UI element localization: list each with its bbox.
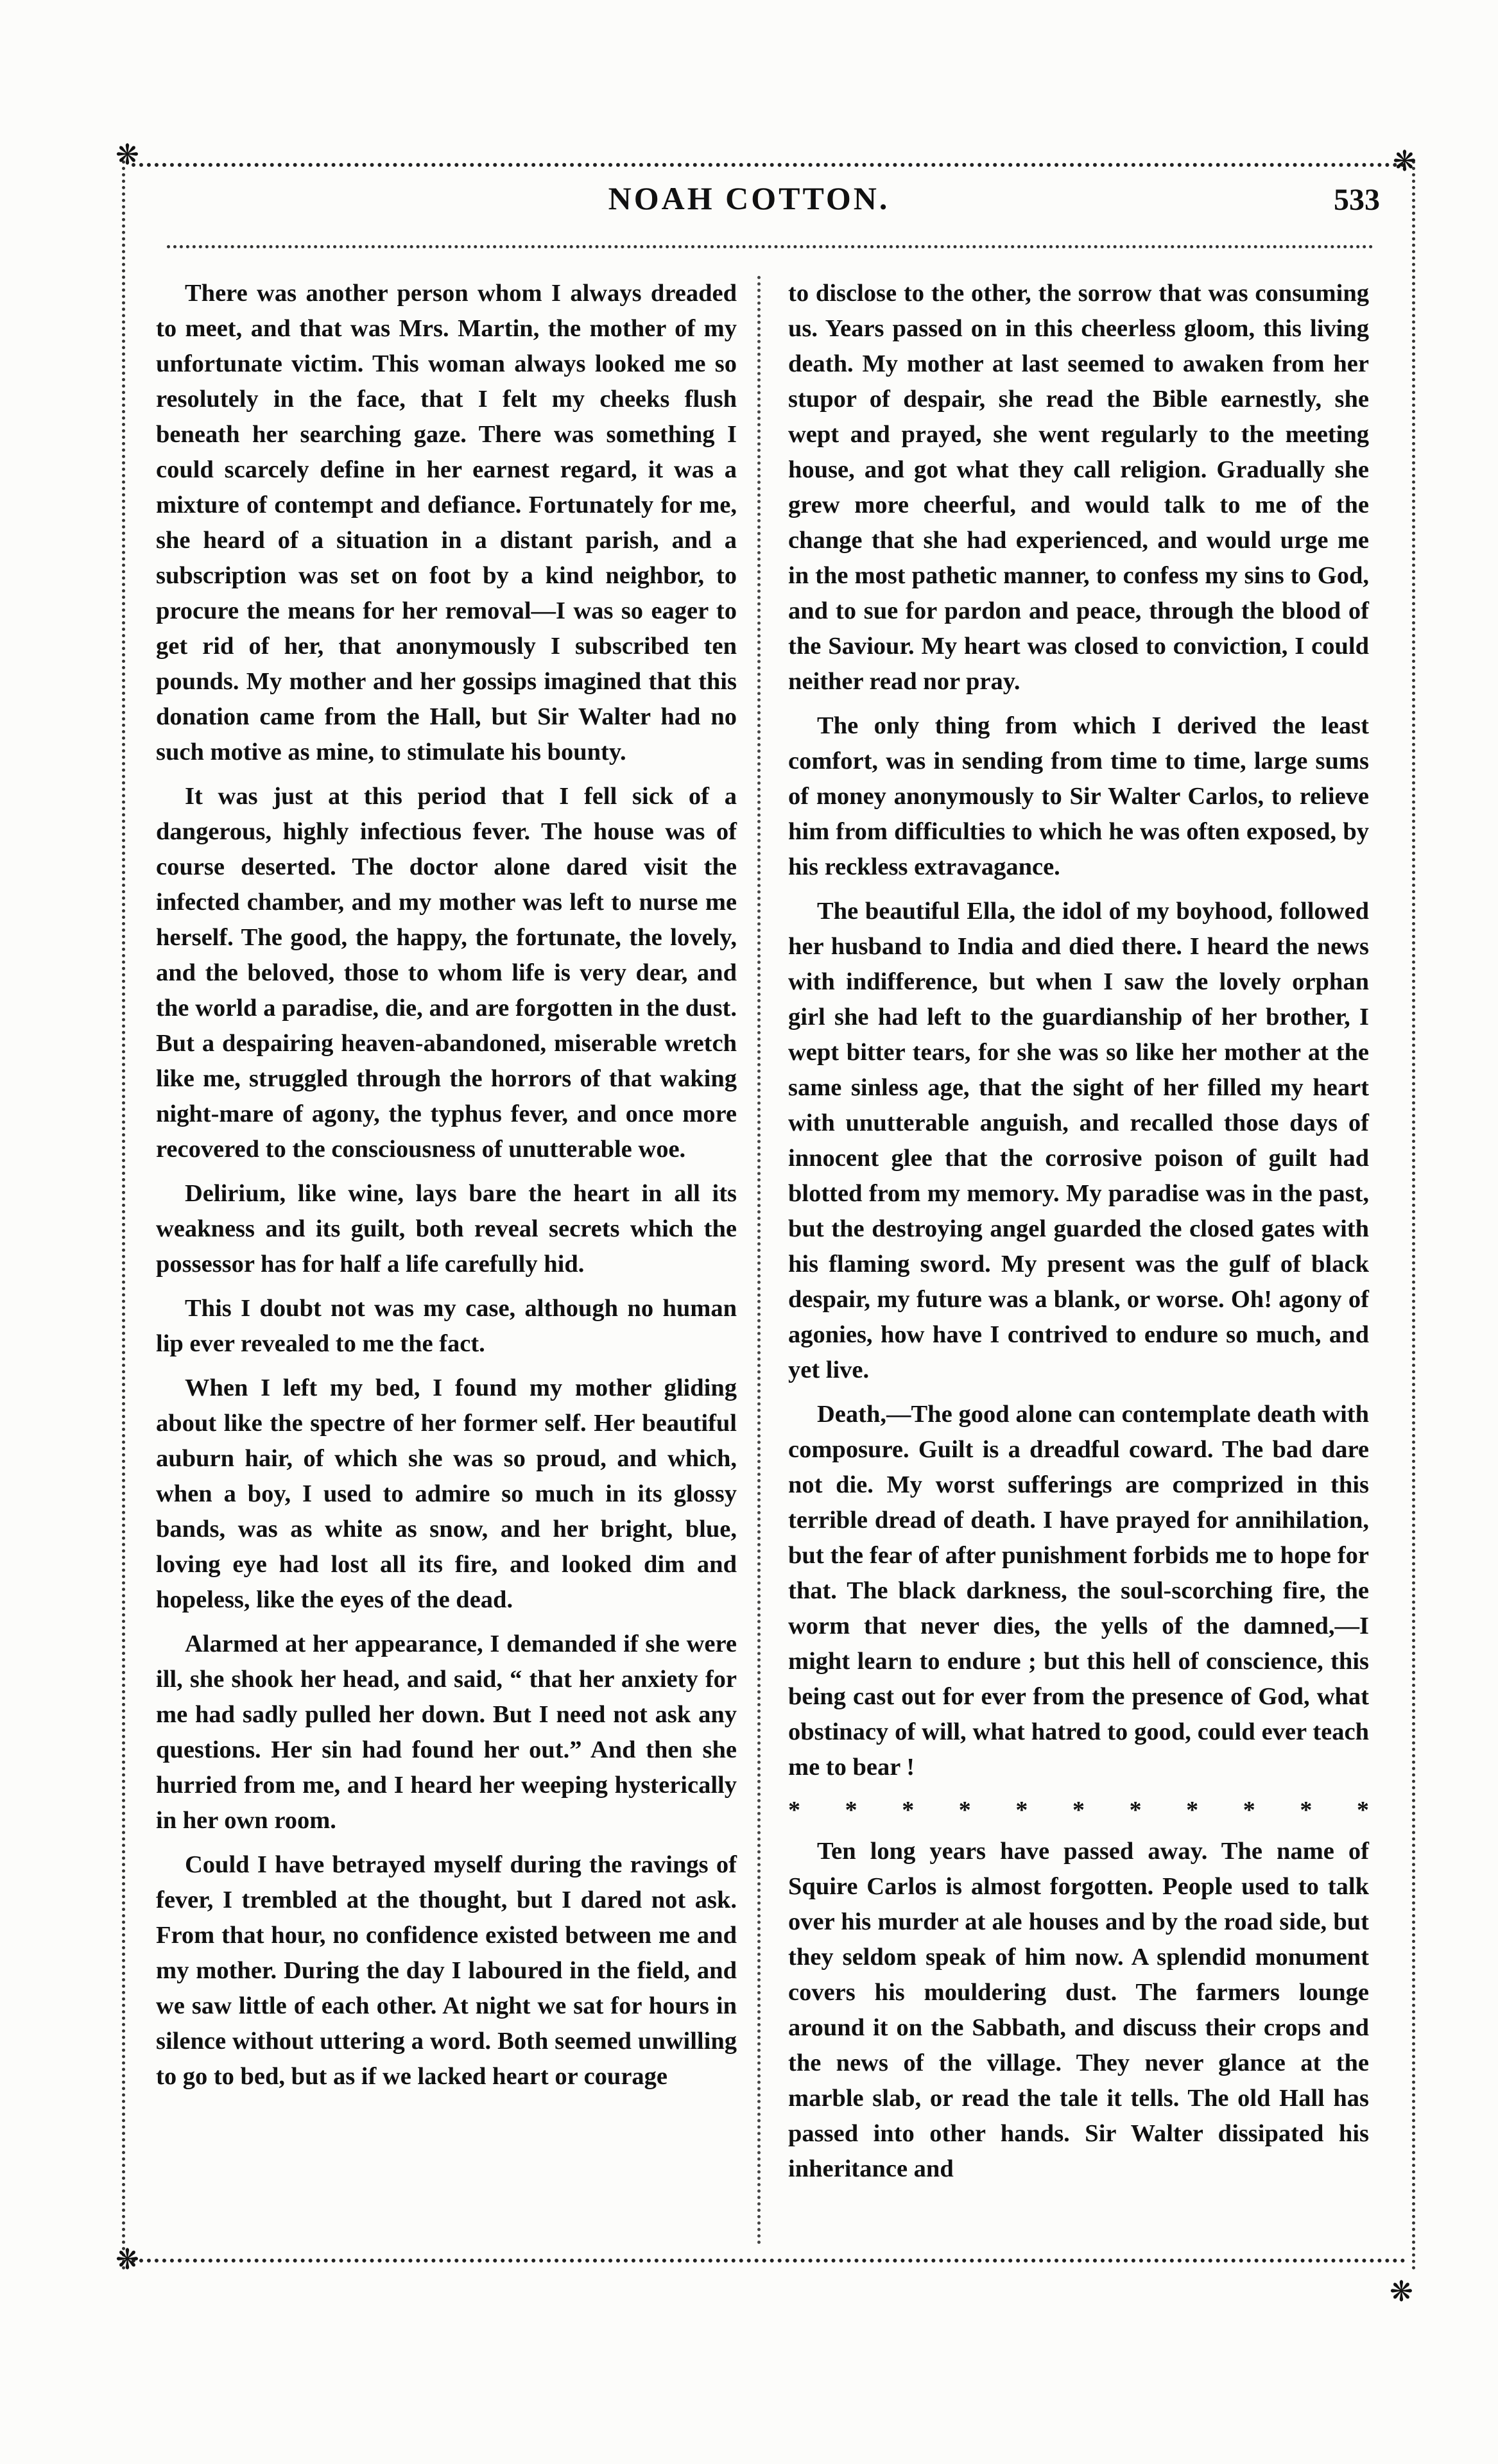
paragraph: When I left my bed, I found my mother gliding about like the spectre of her former self. Her beautiful auburn hair, of which she was so proud, and which, when a boy, I used to admire so much in its glossy bands, was as white as snow, and her bright, blue, loving eye had lost all its fire, and looked dim and hopeless, like the eyes of the dead.: [156, 1374, 737, 1613]
asterisk: *: [1356, 1797, 1369, 1824]
asterisk: *: [845, 1797, 857, 1824]
header-rule: [167, 245, 1373, 248]
corner-ornament-icon: ❋: [116, 2244, 139, 2275]
corner-ornament-icon: ❋: [116, 139, 139, 171]
asterisk: *: [958, 1797, 971, 1824]
paragraph: Alarmed at her appearance, I demanded if she were ill, she shook her head, and said, “ that her anxiety for me had sadly pulled her down. But I need not ask any questions. Her sin had found her out.” And then she hurried from me, and I heard her weeping hysterically in her own room.: [156, 1630, 737, 1834]
paragraph: There was another person whom I always dreaded to meet, and that was Mrs. Martin, the mother of my unfortunate victim. This woman always looked me so resolutely in the face, that I felt my cheeks flush beneath her searching gaze. There was something I could scarcely define in her earnest regard, it was a mixture of contempt and defiance. Fortunately for me, she heard of a situation in a distant parish, and a subscription was set on foot by a kind neighbor, to procure the means for her removal—I was so eager to get rid of her, that anonymously I subscribed ten pounds. My mother and her gossips imagined that this donation came from the Hall, but Sir Walter had no such motive as mine, to stimulate his bounty.: [156, 280, 737, 766]
left-column: [156, 276, 737, 2103]
paragraph: It was just at this period that I fell sick of a dangerous, highly infectious fever. The house was of course deserted. The doctor alone dared visit the infected chamber, and my mother was left to nurse me herself. The good, the happy, the fortunate, the lovely, and the beloved, those to whom life is very dear, and the world a paradise, die, and are forgotten in the dust. But a despairing heaven-abandoned, miserable wretch like me, struggled through the horrors of that waking night-mare of agony, the typhus fever, and once more recovered to the consciousness of unutterable woe.: [156, 783, 737, 1163]
paragraph: The beautiful Ella, the idol of my boyhood, followed her husband to India and died there. I heard the news with indifference, but when I saw the lovely orphan girl she had left to the guardianship of her brother, I wept bitter tears, for she was so like her mother at the same sinless age, that the sight of her filled my heart with unutterable anguish, and recalled those days of innocent glee that the corrosive poison of guilt had blotted from my memory. My paradise was in the past, but the destroying angel guarded the closed gates with his flaming sword. My present was the gulf of black despair, my future was a blank, or worse. Oh! agony of agonies, how have I contrived to endure so much, and yet live.: [788, 898, 1369, 1383]
asterisk: *: [902, 1797, 915, 1824]
section-break: [788, 1794, 1369, 1826]
corner-ornament-icon: ❋: [1393, 146, 1416, 177]
right-column: [788, 276, 1369, 2196]
paragraph: Could I have betrayed myself during the ravings of fever, I trembled at the thought, but I dared not ask. From that hour, no confidence existed between me and my mother. During the day I laboured in the field, and we saw little of each other. At night we sat for hours in silence without uttering a word. Both seemed unwilling to go to bed, but as if we lacked heart or courage: [156, 1851, 737, 2090]
asterisk: *: [788, 1797, 800, 1824]
paragraph: to disclose to the other, the sorrow that was consuming us. Years passed on in this cheerless gloom, this living death. My mother at last seemed to awaken from her stupor of despair, she read the Bible earnestly, she wept and prayed, she went regularly to the meeting house, and got what they call religion. Gradually she grew more cheerful, and would talk to me of the change that she had experienced, and would urge me in the most pathetic manner, to confess my sins to God, and to sue for pardon and peace, through the blood of the Saviour. My heart was closed to conviction, I could neither read nor pray.: [788, 280, 1369, 695]
ornamental-border-right: [1412, 160, 1421, 2272]
asterisk: *: [1072, 1797, 1085, 1824]
asterisk: *: [1243, 1797, 1255, 1824]
asterisk: *: [1300, 1797, 1313, 1824]
asterisk: *: [1129, 1797, 1142, 1824]
column-divider: [757, 276, 761, 2246]
paragraph: The only thing from which I derived the least comfort, was in sending from time to time, large sums of money anonymously to Sir Walter Carlos, to relieve him from difficulties to which he was often exposed, by his reckless extravagance.: [788, 712, 1369, 880]
ornamental-border-bottom: [132, 2259, 1406, 2277]
paragraph: Ten long years have passed away. The name of Squire Carlos is almost forgotten. People used to talk over his murder at ale houses and by the road side, but they seldom speak of him now. A splendid monument covers his mouldering dust. The farmers lounge around it on the Sabbath, and discuss their crops and the news of the village. They never glance at the marble slab, or read the tale it tells. The old Hall has passed into other hands. Sir Walter dissipated his inheritance and: [788, 1838, 1369, 2182]
paragraph: Delirium, like wine, lays bare the heart in all its weakness and its guilt, both reveal secrets which the possessor has for half a life carefully hid.: [156, 1180, 737, 1278]
asterisk: *: [1186, 1797, 1199, 1824]
paragraph: This I doubt not was my case, although no human lip ever revealed to me the fact.: [156, 1295, 737, 1357]
asterisk: *: [1015, 1797, 1028, 1824]
ornamental-border-top: [132, 149, 1406, 167]
corner-ornament-icon: ❋: [1390, 2276, 1413, 2307]
page-number: 533: [1334, 183, 1380, 217]
ornamental-border-left: [122, 160, 131, 2272]
running-title: NOAH COTTON.: [608, 180, 890, 216]
paragraph: Death,—The good alone can contemplate death with composure. Guilt is a dreadful coward. The bad dare not die. My worst sufferings are comprized in this terrible dread of death. I have prayed for annihilation, but the fear of after punishment forbids me to hope for that. The black darkness, the soul-scorching fire, the worm that never dies, the yells of the damned,—I might learn to endure ; but this hell of conscience, this being cast out for ever from the presence of God, what obstinacy of will, what hatred to good, could ever teach me to bear !: [788, 1401, 1369, 1781]
